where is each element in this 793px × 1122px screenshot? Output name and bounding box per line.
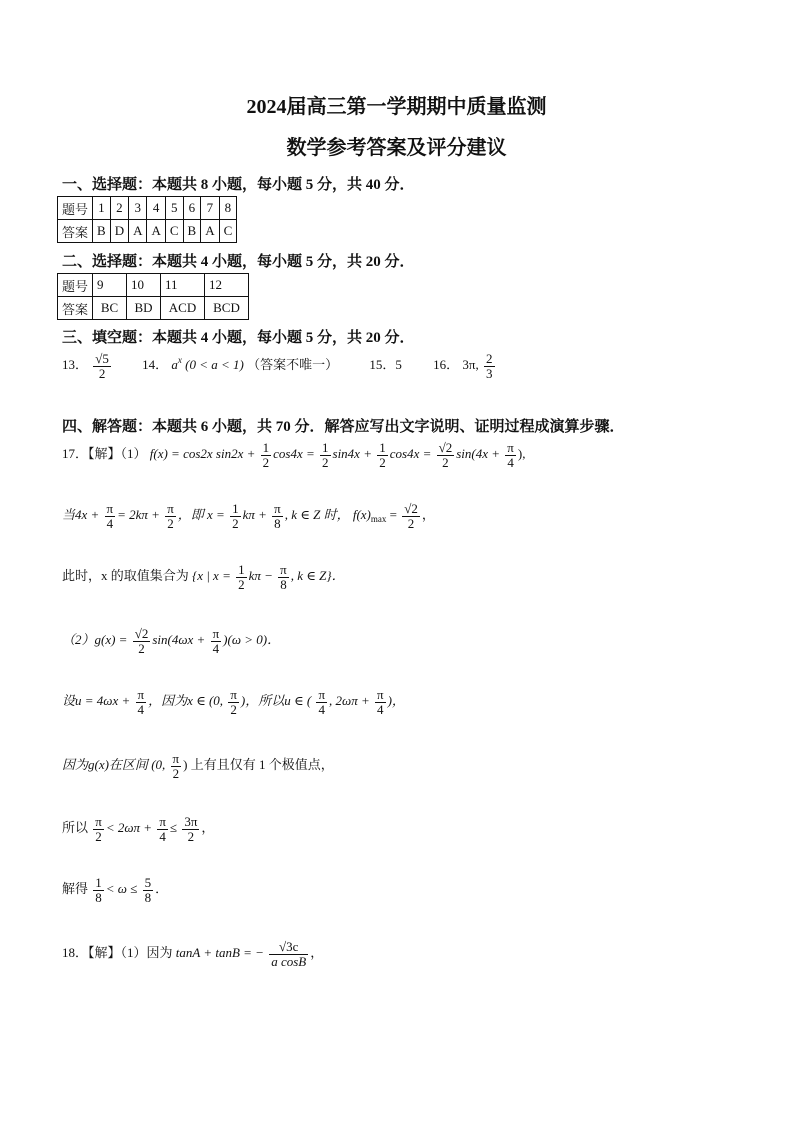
question-number: 2 (110, 197, 128, 220)
q14-label: 14． (142, 357, 169, 373)
answer-cell: BC (93, 297, 127, 320)
section2-heading: 二、选择题：本题共 4 小题，每小题 5 分，共 20 分． (62, 254, 415, 270)
answer-cell: A (201, 220, 219, 243)
answer-cell: C (165, 220, 183, 243)
p17-line-6: 因为g(x)在区间 (0, $\frac{\pi}{2}$ ) 上有且仅有 1 个极值点， (62, 751, 334, 781)
table-row (58, 274, 249, 297)
question-number: 7 (201, 197, 219, 220)
answer-cell: B (93, 220, 111, 243)
answer-cell: B (183, 220, 201, 243)
p17-line-5: 设u = 4ωx + $\frac{\pi}{4}$ ，因为x ∈ (0, $\frac{\pi}{2}$ )，所以u ∈ ( $\frac{\pi}{4}$ , 2ωπ + $\frac{\pi}{4}$ )， (62, 687, 405, 717)
table-row (58, 197, 237, 220)
answer-table-1 (57, 196, 237, 243)
p17-line-4: （2）g(x) = $\frac{√2}{2}$ sin(4ωx + $\frac{\pi}{4}$ )(ω > 0)． (62, 626, 281, 656)
p17-line-3: 此时，x 的取值集合为 {x | x = $\frac{1}{2}$ kπ − $\frac{\pi}{8}$ , k ∈ Z}． (62, 562, 345, 592)
table-row (58, 220, 237, 243)
answer-cell: A (147, 220, 165, 243)
question-number: 1 (93, 197, 111, 220)
question-number: 4 (147, 197, 165, 220)
q14-note: （答案不唯一） (247, 357, 339, 373)
q16-label: 16． (433, 357, 460, 373)
table-row-label: 题号 (58, 274, 93, 297)
section1-heading: 一、选择题：本题共 8 小题，每小题 5 分，共 40 分． (62, 177, 415, 193)
answer-cell: A (129, 220, 147, 243)
answer-table-2 (57, 273, 249, 320)
question-number: 9 (93, 274, 127, 297)
table-row-label: 答案 (58, 297, 93, 320)
q14-condition: (0 < a < 1) (185, 357, 244, 373)
p17-line-2: 当4x + $\frac{\pi}{4}$ = 2kπ + $\frac{\pi}{2}$ ，即 x = $\frac{1}{2}$ kπ + $\frac{\pi}{8}$ , k ∈ Z 时， $f(x)_{max}$ = $\frac{√2}{2}$ ， (62, 501, 435, 531)
table-row-label: 答案 (58, 220, 93, 243)
question-number: 11 (161, 274, 205, 297)
question-number: 6 (183, 197, 201, 220)
answer-cell: C (219, 220, 237, 243)
q13-fraction: $\frac{√5}{2}$ (95, 351, 109, 381)
fill-in-answers: 13． $\frac{√5}{2}$ 14． $a^x$ (0 < a < 1) （答案不唯一） 15．5 16． 3π, $\frac{2}{3}$ (62, 351, 493, 381)
question-number: 10 (127, 274, 161, 297)
table-row-label: 题号 (58, 197, 93, 220)
question-number: 5 (165, 197, 183, 220)
answer-cell: D (110, 220, 128, 243)
p17-line-7: 所以 $\frac{\pi}{2}$ < 2ωπ + $\frac{\pi}{4}$ ≤ $\frac{3\pi}{2}$ ， (62, 814, 215, 844)
q15-answer: 15．5 (369, 357, 402, 373)
answer-cell: BD (127, 297, 161, 320)
question-number: 8 (219, 197, 237, 220)
q16-fraction: $\frac{2}{3}$ (486, 351, 493, 381)
p18-line-1: 18．【解】（1）因为 tanA + tanB = − $\frac{√3c}{\text{a cosB}}$ ， (62, 939, 324, 969)
section3-heading: 三、填空题：本题共 4 小题，每小题 5 分，共 20 分． (62, 330, 415, 346)
answer-cell: BCD (205, 297, 249, 320)
answer-cell: ACD (161, 297, 205, 320)
table-row (58, 297, 249, 320)
question-number: 12 (205, 274, 249, 297)
p17-line-8: 解得 $\frac{1}{8}$ < ω ≤ $\frac{5}{8}$ ． (62, 875, 169, 905)
p17-line-1: 17．【解】（1） f(x) = cos2x sin2x + $\frac{1}{2}$ cos4x = $\frac{1}{2}$ sin4x + $\frac{1}{2}$ cos4x = $\frac{√2}{2}$ sin(4x + $\frac{\pi}{4}$ ), (62, 440, 526, 470)
page-title: 2024届高三第一学期期中质量监测 (246, 96, 547, 118)
question-number: 3 (129, 197, 147, 220)
section4-heading: 四、解答题：本题共 6 小题，共 70 分．解答应写出文字说明、证明过程成演算步骤． (62, 419, 625, 435)
page-subtitle: 数学参考答案及评分建议 (286, 137, 507, 159)
q13-label: 13． (62, 357, 89, 373)
